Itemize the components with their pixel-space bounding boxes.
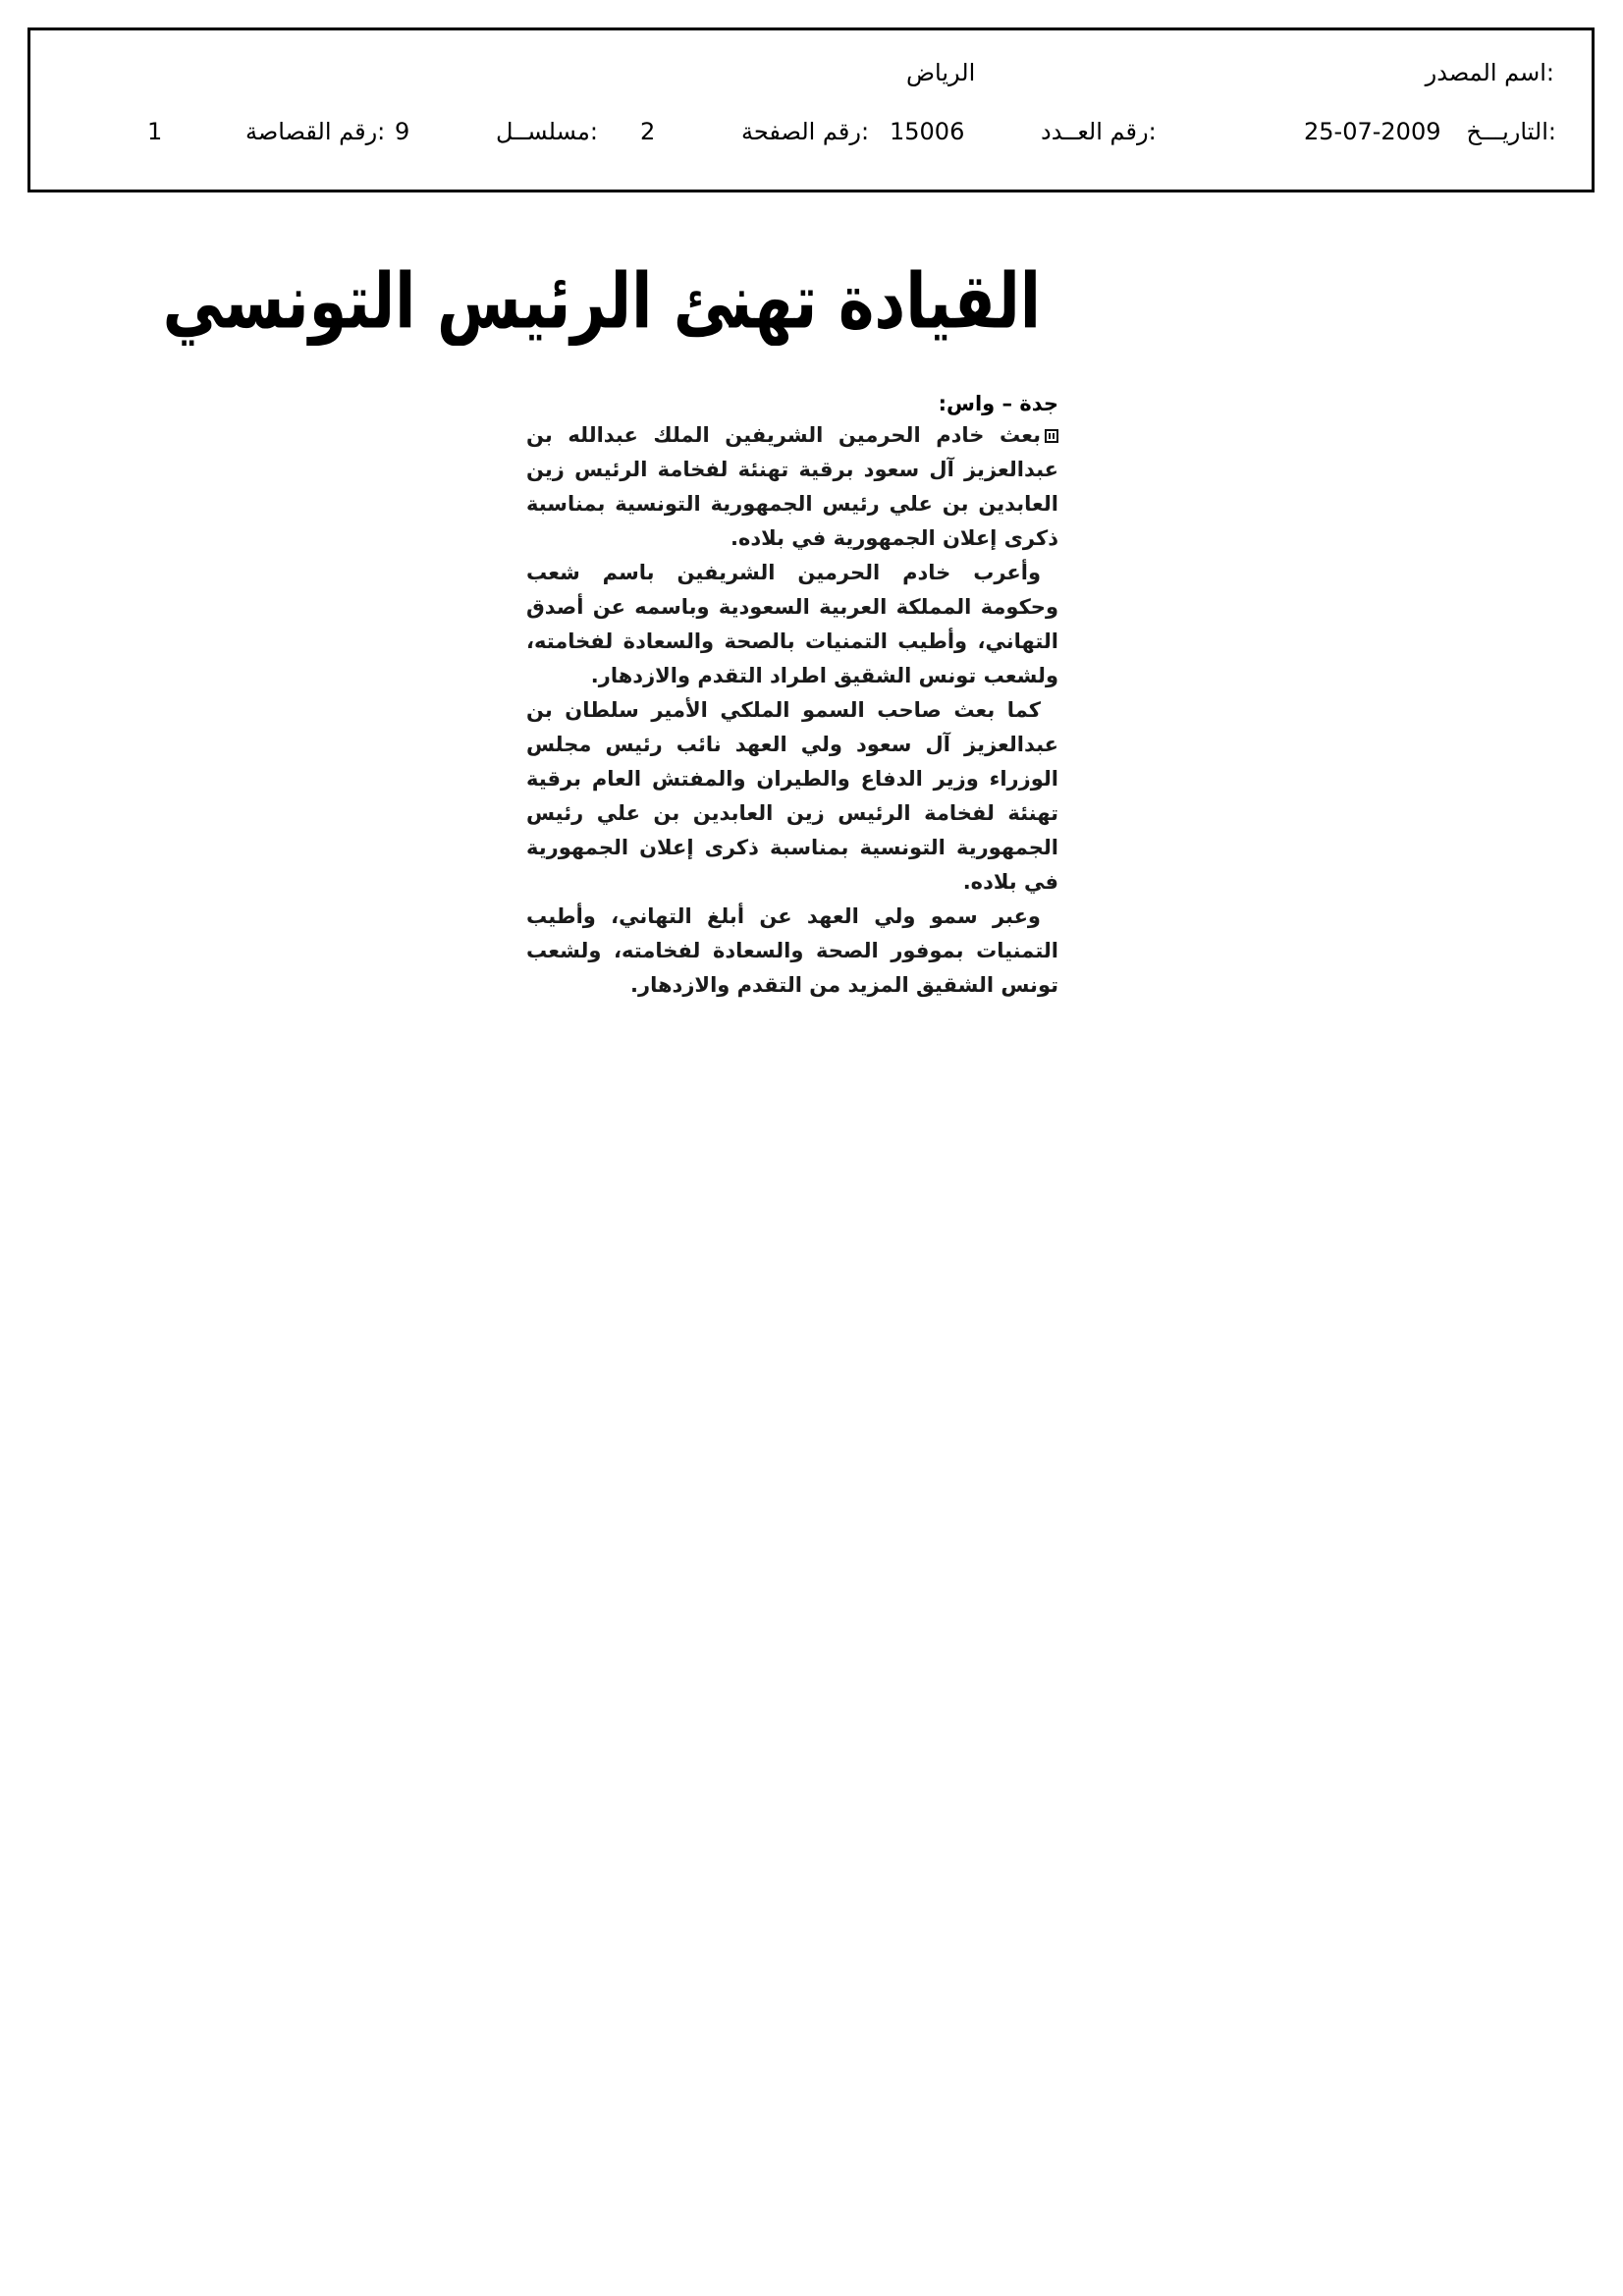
issue-label: رقم العــدد: xyxy=(1041,118,1157,145)
date-value: 25-07-2009 xyxy=(1304,118,1441,145)
article-paragraph-4: وعبر سمو ولي العهد عن أبلغ التهاني، وأطيب التمنيات بموفور الصحة والسعادة لفخامته، ولشعب تونس الشقيق المزيد من التقدم والازدهار. xyxy=(526,904,1058,997)
article-paragraph-3: كما بعث صاحب السمو الملكي الأمير سلطان بن عبدالعزيز آل سعود ولي العهد نائب رئيس مجلس الوزراء وزير الدفاع والطيران والمفتش العام برقية تهنئة لفخامة الرئيس زين العابدين بن علي رئيس الجمهورية التونسية بمناسبة ذكرى إعلان الجمهورية في بلاده. xyxy=(526,698,1058,894)
page-label: رقم الصفحة: xyxy=(741,118,870,145)
article-body xyxy=(526,418,1058,1003)
article-paragraph-1 xyxy=(526,418,1058,556)
source-label: اسم المصدر: xyxy=(1425,59,1554,86)
serial-value: 9 xyxy=(395,118,410,145)
paragraph-bullet-icon xyxy=(1045,429,1058,443)
serial-label: مسلســل: xyxy=(496,118,598,145)
article-paragraph-1-text: بعث خادم الحرمين الشريفين الملك عبدالله بن عبدالعزيز آل سعود برقية تهنئة لفخامة الرئيس زين العابدين بن علي رئيس الجمهورية التونسية بمناسبة ذكرى إعلان الجمهورية في بلاده. xyxy=(526,423,1058,550)
page-value: 2 xyxy=(640,118,656,145)
article-dateline: جدة – واس: xyxy=(938,392,1058,415)
article-paragraph-2: وأعرب خادم الحرمين الشريفين باسم شعب وحكومة المملكة العربية السعودية وباسمه عن أصدق التهاني، وأطيب التمنيات بالصحة والسعادة لفخامته، ولشعب تونس الشقيق اطراد التقدم والازدهار. xyxy=(526,561,1058,687)
document-header xyxy=(27,27,1595,192)
issue-value: 15006 xyxy=(890,118,965,145)
date-label: التاريـــخ: xyxy=(1466,118,1556,145)
article-headline: القيادة تهنئ الرئيس التونسي xyxy=(162,255,1041,346)
source-value: الرياض xyxy=(906,59,976,86)
clip-label: رقم القصاصة: xyxy=(245,118,386,145)
clip-value: 1 xyxy=(147,118,163,145)
